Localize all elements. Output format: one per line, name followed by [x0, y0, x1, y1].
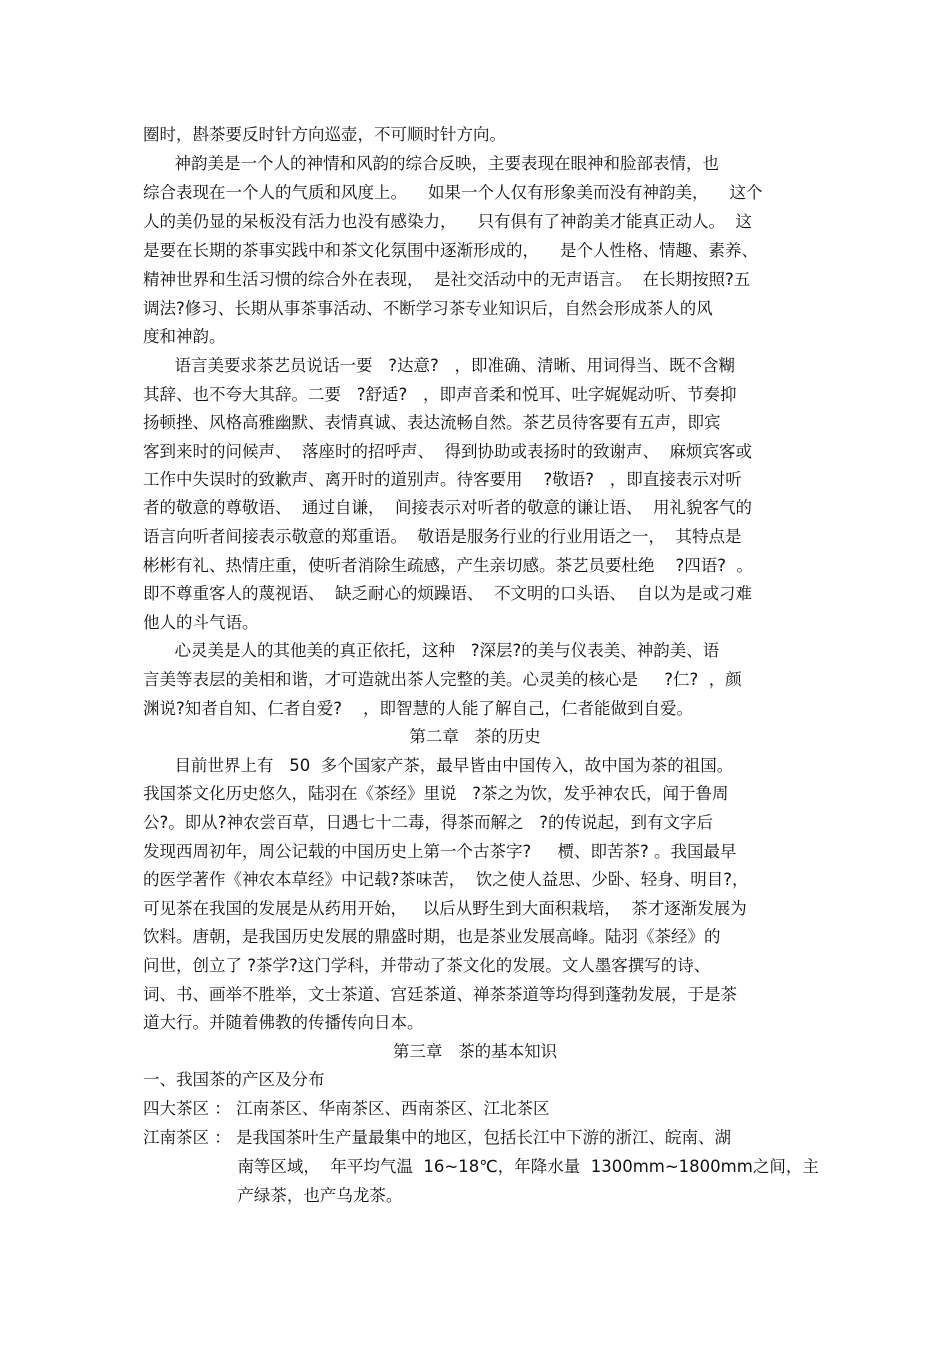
text-line: 调法?修习、长期从事茶事活动、不断学习茶专业知识后，自然会形成茶人的风 — [143, 299, 713, 318]
text-line: 精神世界和生活习惯的综合外在表现， 是社交活动中的无声语言。 在长期按照?五 — [143, 270, 751, 289]
text-line: 道大行。并随着佛教的传播传向日本。 — [143, 1013, 424, 1032]
text-line: 发现西周初年，周公记载的中国历史上第一个古茶字? 槚、即苦茶? 。我国最早 — [143, 842, 737, 861]
text-line: 度和神韵。 — [143, 327, 226, 346]
text-line: 江南茶区 ： 是我国茶叶生产量最集中的地区，包括长江中下游的浙江、皖南、湖 — [143, 1128, 731, 1147]
chapter-heading: 第三章 茶的基本知识 — [392, 1042, 558, 1061]
text-line: 人的美仍显的呆板没有活力也没有感染力， 只有俱有了神韵美才能真正动人。 这 — [143, 212, 752, 231]
text-line: 可见茶在我国的发展是从药用开始， 以后从野生到大面积栽培， 茶才逐渐发展为 — [143, 899, 747, 918]
text-line: 词、书、画举不胜举，文士茶道、宫廷茶道、禅茶茶道等均得到蓬勃发展，于是茶 — [143, 985, 737, 1004]
chapter-heading: 第二章 茶的历史 — [409, 727, 541, 746]
text-line: 圈时，斟茶要反时针方向巡壶，不可顺时针方向。 — [143, 125, 506, 144]
text-line: 言美等表层的美相和谐，才可造就出茶人完整的美。心灵美的核心是 ?仁? ，颜 — [143, 670, 742, 689]
text-line: 综合表现在一个人的气质和风度上。 如果一个人仅有形象美而没有神韵美， 这个 — [143, 183, 763, 202]
text-line: 语言美要求茶艺员说话一要 ?达意? ，即准确、清晰、用词得当、既不含糊 — [143, 356, 735, 375]
text-line: 四大茶区 ： 江南茶区、华南茶区、西南茶区、江北茶区 — [143, 1099, 550, 1118]
text-line: 心灵美是人的其他美的真正依托，这种 ?深层?的美与仪表美、神韵美、语 — [143, 641, 720, 660]
text-line: 饮料。唐朝，是我国历史发展的鼎盛时期，也是茶业发展高峰。陆羽《茶经》的 — [143, 927, 721, 946]
text-line: 彬彬有礼、热情庄重，使听者消除生疏感，产生亲切感。茶艺员要杜绝 ?四语? 。 — [143, 556, 753, 575]
text-line: 的医学著作《神农本草经》中记载?茶味苦， 饮之使人益思、少卧、轻身、明目?， — [143, 870, 749, 889]
text-line: 是要在长期的茶事实践中和茶文化氛围中逐渐形成的， 是个人性格、情趣、素养、 — [143, 241, 758, 260]
text-line: 即不尊重客人的蔑视语、 缺乏耐心的烦躁语、 不文明的口头语、 自以为是或刁难 — [143, 584, 752, 603]
text-line: 渊说?知者自知、仁者自爱? ，即智慧的人能了解自己，仁者能做到自爱。 — [143, 699, 693, 718]
text-line: 扬顿挫、风格高雅幽默、表情真诚、表达流畅自然。茶艺员待客要有五声，即宾 — [143, 413, 721, 432]
text-line: 其辞、也不夸大其辞。二要 ?舒适? ，即声音柔和悦耳、吐字娓娓动听、节奏抑 — [143, 385, 737, 404]
text-line: 目前世界上有 50 多个国家产茶，最早皆由中国传入，故中国为茶的祖国。 — [143, 756, 734, 775]
text-line: 公?。即从?神农尝百草，日遇七十二毒，得茶而解之 ?的传说起，到有文字后 — [143, 813, 714, 832]
text-line: 语言向听者间接表示敬意的郑重语。 敬语是服务行业的行业用语之一， 其特点是 — [143, 527, 742, 546]
text-line: 南等区域， 年平均气温 16~18℃，年降水量 1300mm~1800mm之间，主 — [143, 1157, 819, 1176]
text-line: 客到来时的问候声、 落座时的招呼声、 得到协助或表扬时的致谢声、 麻烦宾客或 — [143, 442, 752, 461]
section-heading: 一、我国茶的产区及分布 — [143, 1070, 325, 1089]
text-line: 神韵美是一个人的神情和风韵的综合反映，主要表现在眼神和脸部表情，也 — [143, 154, 719, 173]
text-line: 我国茶文化历史悠久，陆羽在《茶经》里说 ?茶之为饮，发乎神农氏，闻于鲁周 — [143, 784, 729, 803]
text-line: 工作中失误时的致歉声、离开时的道别声。待客要用 ?敬语? ，即直接表示对听 — [143, 470, 742, 489]
text-line: 产绿茶，也产乌龙茶。 — [143, 1186, 403, 1205]
text-line: 他人的斗气语。 — [143, 613, 259, 632]
text-line: 问世，创立了 ?茶学?这门学科，并带动了茶文化的发展。文人墨客撰写的诗、 — [143, 956, 711, 975]
text-line: 者的敬意的尊敬语、 通过自谦， 间接表示对听者的敬意的谦让语、 用礼貌客气的 — [143, 498, 752, 517]
